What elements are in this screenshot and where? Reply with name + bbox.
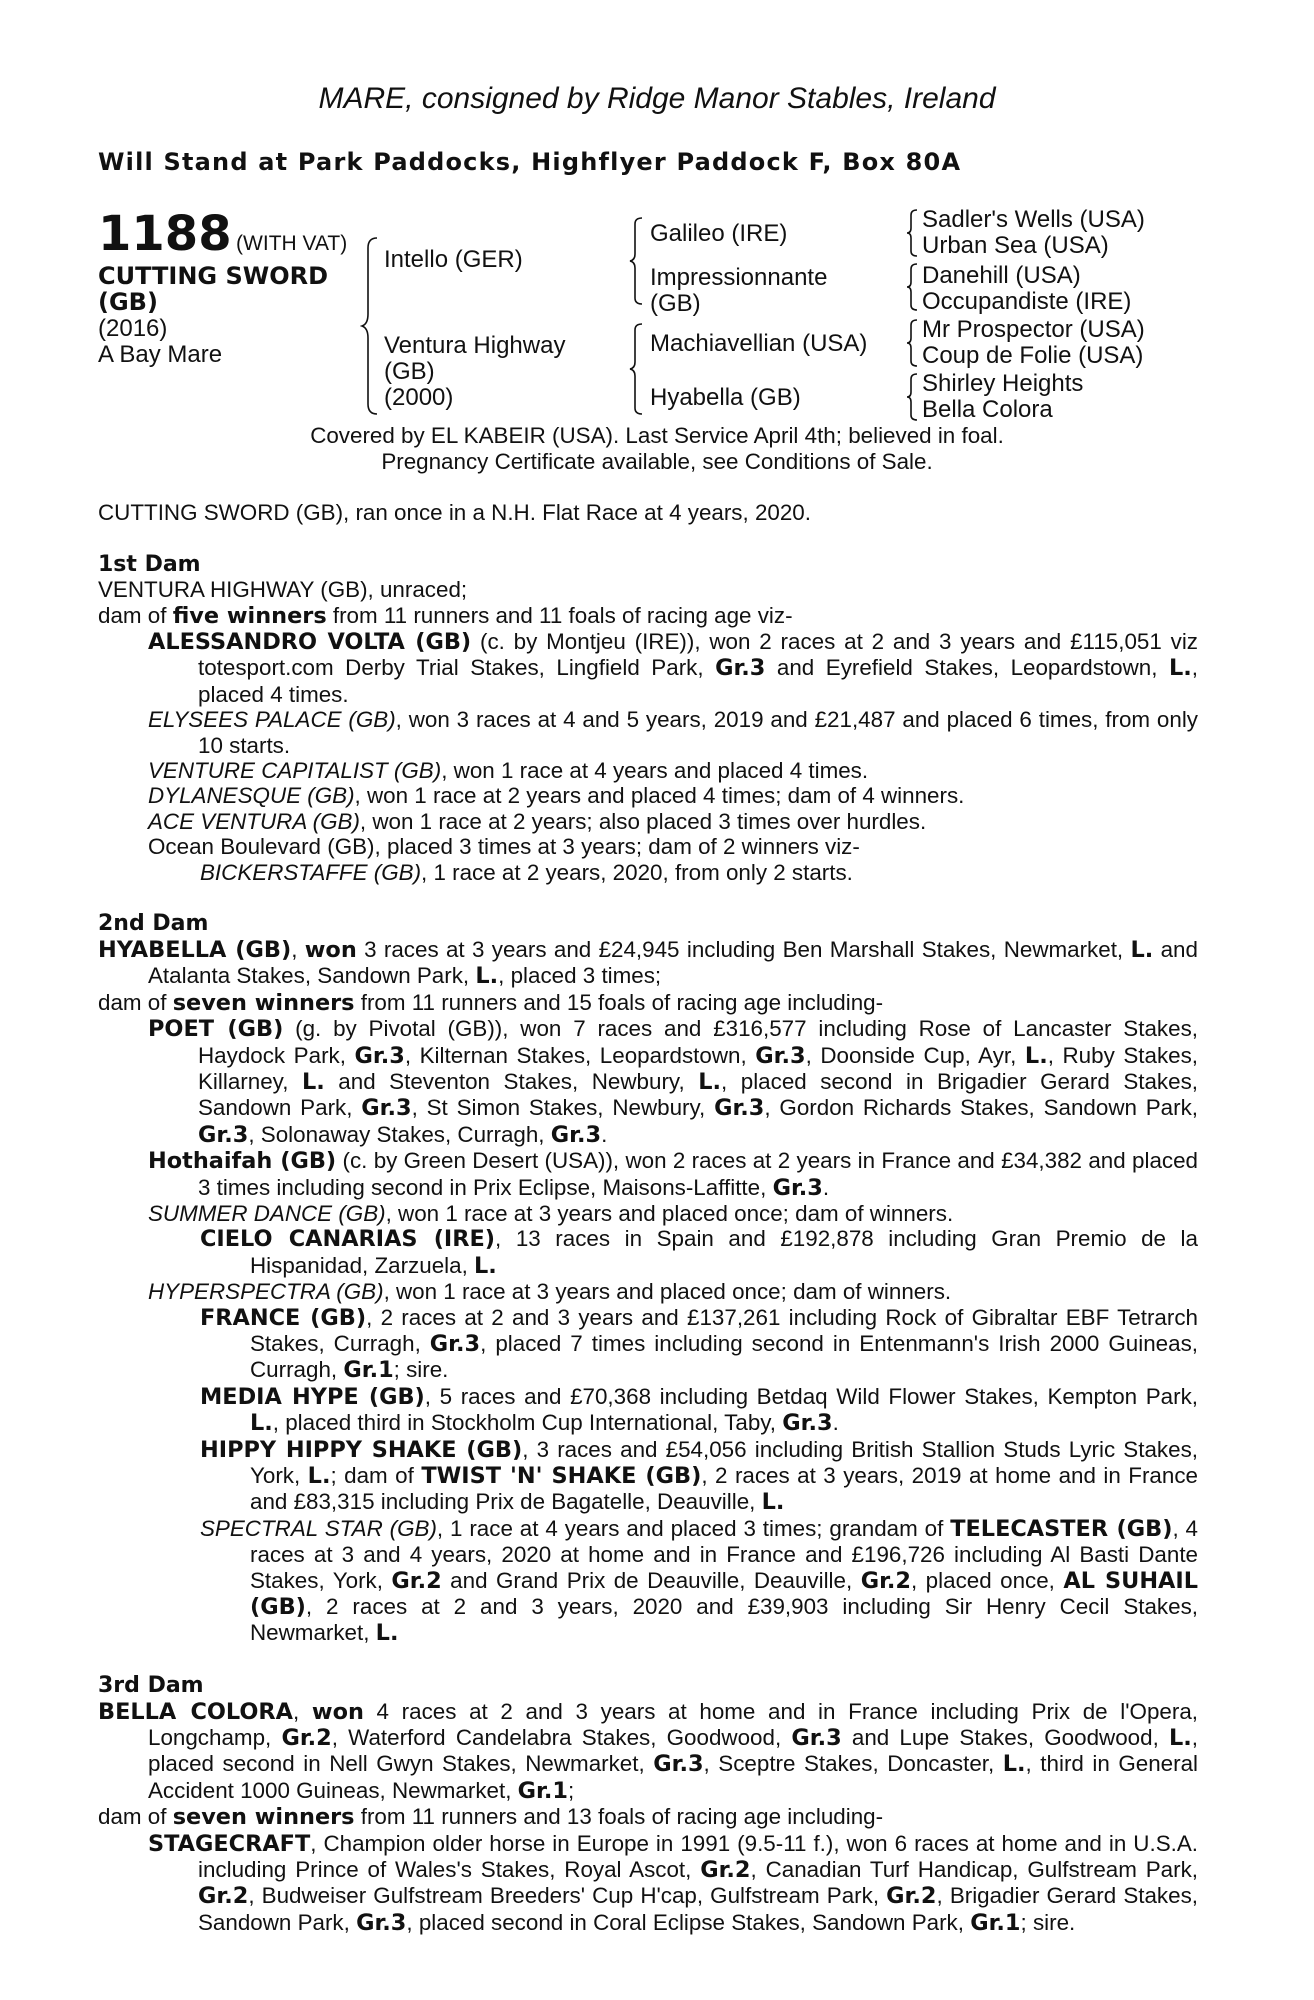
record-text: ELYSEES PALACE (GB) (148, 707, 396, 733)
pedigree-sss: Sadler's Wells (USA) (922, 206, 1145, 233)
record-text: , placed third in Stockholm Cup International, Taby, (272, 1410, 783, 1436)
record-text: TWIST 'N' SHAKE (GB) (421, 1463, 702, 1489)
record-paragraph (98, 834, 1198, 859)
record-text: Gr.1 (970, 1909, 1021, 1936)
record-text: , Solonaway Stakes, Curragh, (248, 1121, 551, 1147)
record-text: FRANCE (GB) (200, 1304, 367, 1331)
record-text: ALESSANDRO VOLTA (GB) (148, 629, 472, 656)
pedigree-sire-dam: Impressionnante (650, 264, 828, 291)
record-text: ACE VENTURA (GB) (148, 808, 360, 834)
record-text: L. (1168, 655, 1192, 682)
record-text: , placed once, (911, 1567, 1064, 1593)
record-text: TELECASTER (GB) (950, 1515, 1173, 1542)
record-text: and Eyrefield Stakes, Leopardstown, (765, 655, 1169, 681)
record-text: , Ruby Stakes, Killarney, (198, 1042, 1199, 1094)
pedigree-brace-dd (905, 372, 919, 422)
horse-name-country: (GB) (98, 288, 158, 316)
record-text: , Waterford Candelabra Stakes, Goodwood, (331, 1725, 792, 1751)
record-text: CUTTING SWORD (GB), ran once in a N.H. Flat Race at 4 years, 2020. (98, 500, 811, 525)
record-paragraph (98, 1384, 1198, 1437)
record-text: and Steventon Stakes, Newbury, (324, 1068, 699, 1094)
lot-heading (98, 206, 348, 262)
pedigree-brace-main (360, 236, 380, 416)
record-text: from 11 runners and 13 foals of racing age including- (354, 1804, 884, 1830)
record-text: L. (698, 1068, 721, 1095)
record-text: AL SUHAIL (GB) (250, 1567, 1198, 1621)
record-text: . (822, 1174, 830, 1200)
record-text: Gr.2 (700, 1857, 751, 1884)
record-text: , won 3 races at 4 and 5 years, 2019 and £21,487 and placed 6 times, from only 10 starts. (198, 707, 1198, 758)
record-paragraph (98, 910, 1198, 936)
record-text: seven winners (172, 1804, 355, 1831)
record-paragraph (98, 629, 1198, 707)
section-heading: 1st Dam (98, 551, 201, 577)
spacer (98, 1647, 1198, 1672)
record-text: dam of (98, 1804, 173, 1830)
record-text: VENTURA HIGHWAY (GB), unraced; (98, 577, 468, 603)
record-text: Gr.3 (714, 1095, 765, 1122)
pedigree-dam-country: (GB) (384, 358, 435, 385)
record-text: Gr.3 (361, 1095, 412, 1122)
record-text: (g. by Pivotal (GB)), won 7 races and £316,577 including Rose of Lancaster Stakes, Haydock Park, (198, 1016, 1198, 1068)
record-text: , 3 races and £54,056 including British Stallion Studs Lyric Stakes, York, (250, 1436, 1198, 1488)
record-text: , won 1 race at 2 years and placed 4 times; dam of 4 winners. (354, 783, 965, 809)
record-text: Gr.2 (886, 1883, 937, 1910)
record-text: , placed 4 times. (198, 655, 1198, 707)
record-text: Gr.2 (860, 1567, 911, 1594)
record-text: , 4 races at 3 and 4 years, 2020 at home and in France and £196,726 including Al Basti Dante Stakes, York, (250, 1515, 1198, 1593)
record-paragraph (98, 551, 1198, 577)
record-text: L. (375, 1620, 399, 1647)
record-text: . (832, 1410, 839, 1436)
produce-record (98, 500, 1198, 1936)
record-text: , placed 7 times including second in Entenmann's Irish 2000 Guineas, Curragh, (250, 1330, 1198, 1383)
record-text: , Champion older horse in Europe in 1991 (9.5-11 f.), won 6 races at home and in U.S.A. including Prince of Wales's Stakes, Royal Ascot, (198, 1830, 1198, 1883)
record-text: ; (567, 1777, 575, 1803)
record-text: POET (GB) (148, 1016, 284, 1043)
pedigree-brace-sire (628, 216, 644, 306)
record-text: SUMMER DANCE (GB) (148, 1200, 386, 1226)
pedigree-dam-sire: Machiavellian (USA) (650, 330, 868, 357)
record-text: Gr.3 (653, 1751, 704, 1778)
record-text: Gr.1 (517, 1777, 568, 1804)
record-text: Gr.1 (343, 1357, 394, 1384)
record-paragraph (98, 1831, 1198, 1937)
pregnancy-note: Pregnancy Certificate available, see Conditions of Sale. (381, 449, 933, 474)
pedigree-sire-sire: Galileo (IRE) (650, 220, 788, 247)
record-paragraph (98, 783, 1198, 808)
record-text: Gr.3 (356, 1909, 407, 1936)
record-text: , 2 races at 3 years, 2019 at home and in France and £83,315 including Prix de Bagatelle, Deauville, (250, 1463, 1198, 1515)
record-text: , 1 race at 2 years, 2020, from only 2 starts. (421, 859, 853, 885)
record-text: , St Simon Stakes, Newbury, (411, 1095, 715, 1121)
horse-name: CUTTING SWORD (98, 262, 329, 290)
record-text: HYPERSPECTRA (GB) (148, 1279, 384, 1305)
covering-note: Covered by EL KABEIR (USA). Last Service April 4th; believed in foal. (310, 423, 1004, 448)
record-text: from 11 runners and 15 foals of racing age including- (354, 989, 884, 1015)
record-text: , 5 races and £70,368 including Betdaq Wild Flower Stakes, Kempton Park, (424, 1383, 1199, 1409)
record-text: , won 1 race at 3 years and placed once; dam of winners. (385, 1200, 954, 1226)
record-text: Gr.3 (791, 1725, 842, 1752)
record-text: dam of (98, 989, 173, 1015)
pedigree-dam-year: (2000) (384, 384, 454, 411)
record-text: , third in General Accident 1000 Guineas, Newmarket, (148, 1751, 1198, 1803)
record-text: won (311, 1698, 364, 1725)
record-text: L. (475, 963, 499, 990)
record-paragraph (98, 1016, 1198, 1148)
record-text: , Doonside Cup, Ayr, (805, 1042, 1025, 1068)
pedigree-dam-dam: Hyabella (GB) (650, 384, 801, 411)
record-text: CIELO CANARIAS (IRE) (200, 1226, 496, 1253)
record-text: and Atalanta Stakes, Sandown Park, (148, 936, 1198, 989)
record-text: ; dam of (330, 1463, 422, 1488)
record-text: , Budweiser Gulfstream Breeders' Cup H'cap, Gulfstream Park, (248, 1883, 887, 1909)
record-text: , won 1 race at 4 years and placed 4 times. (441, 758, 869, 784)
pedigree-ssd: Urban Sea (USA) (922, 232, 1109, 259)
record-text: Gr.3 (772, 1174, 823, 1201)
record-paragraph (98, 603, 1198, 629)
record-text: HIPPY HIPPY SHAKE (GB) (200, 1436, 523, 1463)
record-text: , Gordon Richards Stakes, Sandown Park, (764, 1095, 1199, 1121)
record-text: , placed second in Brigadier Gerard Stakes, Sandown Park, (198, 1068, 1198, 1121)
record-text: and Grand Prix de Deauville, Deauville, (441, 1567, 861, 1593)
pedigree-sire: Intello (GER) (384, 246, 523, 273)
pedigree-sdd: Occupandiste (IRE) (922, 288, 1132, 315)
record-paragraph (98, 577, 1198, 602)
record-text: , 2 races at 2 and 3 years and £137,261 including Rock of Gibraltar EBF Tetrarch Stakes, Curragh, (250, 1304, 1198, 1356)
spacer (98, 525, 1198, 550)
record-text: Ocean Boulevard (GB), placed 3 times at 3 years; dam of 2 winners viz- (148, 834, 860, 860)
record-text: and Lupe Stakes, Goodwood, (841, 1725, 1169, 1751)
record-text: (c. by Green Desert (USA)), won 2 races at 2 years in France and £34,382 and placed 3 times including second in Prix Eclipse, Maisons-Laffitte, (198, 1148, 1198, 1200)
record-text: L. (1024, 1042, 1048, 1069)
pedigree-dsd: Coup de Folie (USA) (922, 342, 1144, 369)
pedigree-sire-dam-country: (GB) (650, 290, 701, 317)
record-text: , 2 races at 2 and 3 years, 2020 and £39,903 including Sir Henry Cecil Stakes, Newmarket, (250, 1594, 1198, 1646)
pedigree-brace-dam (628, 322, 644, 416)
pedigree-brace-sd (905, 262, 919, 312)
record-text: Gr.2 (281, 1725, 332, 1752)
record-text: L. (474, 1252, 497, 1279)
record-text: HYABELLA (GB) (98, 936, 292, 963)
record-paragraph (98, 1201, 1198, 1226)
record-text: BICKERSTAFFE (GB) (200, 859, 422, 885)
record-text: ; sire. (1020, 1909, 1076, 1935)
record-paragraph (98, 1148, 1198, 1201)
record-text: , won 1 race at 3 years and placed once; dam of winners. (383, 1279, 952, 1305)
record-text: Gr.3 (429, 1330, 481, 1357)
record-text: Gr.3 (198, 1121, 249, 1148)
stand-location: Will Stand at Park Paddocks, Highflyer Paddock F, Box 80A (98, 148, 962, 176)
record-paragraph (98, 937, 1198, 990)
record-text: VENTURE CAPITALIST (GB) (148, 758, 442, 784)
record-text: dam of (98, 602, 173, 628)
record-paragraph (98, 1279, 1198, 1304)
record-text: L. (301, 1068, 325, 1095)
record-text: Gr.2 (198, 1883, 249, 1910)
record-text: , (293, 1698, 312, 1724)
record-paragraph (98, 1437, 1198, 1516)
record-text: Gr.3 (782, 1410, 833, 1437)
record-paragraph (98, 500, 1198, 525)
record-text: DYLANESQUE (GB) (148, 783, 355, 809)
record-text: five winners (172, 602, 327, 629)
record-text: , Brigadier Gerard Stakes, Sandown Park, (198, 1883, 1198, 1935)
record-text: , placed 3 times; (498, 963, 662, 989)
record-text: Gr.3 (354, 1042, 405, 1069)
vat-note: (WITH VAT) (236, 232, 348, 255)
record-paragraph (98, 860, 1198, 885)
pedigree-brace-ss (905, 208, 919, 258)
record-text: Gr.3 (715, 655, 766, 682)
record-paragraph (98, 758, 1198, 783)
record-paragraph (98, 1226, 1198, 1279)
lot-number: 1188 (98, 206, 232, 262)
record-text: , Kilternan Stakes, Leopardstown, (404, 1042, 756, 1068)
record-text: STAGECRAFT (148, 1830, 311, 1857)
record-text: Hothaifah (GB) (148, 1148, 337, 1175)
record-text: 3 races at 3 years and £24,945 including Ben Marshall Stakes, Newmarket, (356, 936, 1131, 962)
pedigree-sds: Danehill (USA) (922, 262, 1081, 289)
record-text: , Canadian Turf Handicap, Gulfstream Park, (750, 1857, 1198, 1883)
record-paragraph (98, 809, 1198, 834)
pedigree-dam: Ventura Highway (384, 332, 566, 359)
pedigree-ddd: Bella Colora (922, 396, 1053, 423)
section-heading: 2nd Dam (98, 911, 209, 937)
record-text: Gr.3 (550, 1121, 602, 1148)
record-text: . (601, 1121, 608, 1147)
record-text: (c. by Montjeu (IRE)), won 2 races at 2 and 3 years and £115,051 viz totesport.com Derby Trial Stakes, Lingfield Park, (198, 629, 1198, 681)
record-paragraph (98, 1804, 1198, 1830)
horse-description: A Bay Mare (98, 341, 223, 368)
record-text: 4 races at 2 and 3 years at home and in France including Prix de l'Opera, Longchamp, (148, 1698, 1198, 1751)
record-text: L. (1168, 1725, 1192, 1752)
section-heading: 3rd Dam (98, 1673, 204, 1699)
record-text: , won 1 race at 2 years; also placed 3 times over hurdles. (359, 808, 927, 834)
pedigree-brace-ds (905, 318, 919, 368)
record-text: Gr.3 (755, 1042, 806, 1069)
record-paragraph (98, 707, 1198, 758)
record-paragraph (98, 1516, 1198, 1647)
pedigree-dss: Mr Prospector (USA) (922, 316, 1145, 343)
record-text: L. (1130, 936, 1154, 963)
record-text: L. (250, 1410, 273, 1437)
foaling-year: (2016) (98, 315, 168, 342)
record-text: Gr.2 (391, 1567, 442, 1594)
page-title: MARE, consigned by Ridge Manor Stables, Ireland (318, 82, 996, 115)
record-text: , (291, 936, 305, 962)
record-paragraph (98, 1305, 1198, 1384)
record-text: , placed second in Nell Gwyn Stakes, Newmarket, (148, 1725, 1198, 1777)
record-text: , placed second in Coral Eclipse Stakes, Sandown Park, (406, 1909, 971, 1935)
record-paragraph (98, 1672, 1198, 1698)
record-text: BELLA COLORA (98, 1698, 293, 1725)
record-text: , Sceptre Stakes, Doncaster, (703, 1751, 1003, 1777)
record-text: , 13 races in Spain and £192,878 including Gran Premio de la Hispanidad, Zarzuela, (250, 1226, 1198, 1278)
spacer (98, 885, 1198, 910)
record-text: won (304, 936, 357, 963)
record-text: ; sire. (393, 1357, 449, 1383)
record-text: L. (307, 1463, 331, 1489)
record-paragraph (98, 1699, 1198, 1805)
pedigree-dds: Shirley Heights (922, 370, 1084, 397)
record-text: L. (1002, 1751, 1026, 1778)
record-paragraph (98, 990, 1198, 1016)
record-text: , 1 race at 4 years and placed 3 times; grandam of (436, 1515, 951, 1541)
record-text: from 11 runners and 11 foals of racing age viz- (326, 602, 793, 628)
record-text: MEDIA HYPE (GB) (200, 1383, 425, 1410)
record-text: L. (761, 1489, 785, 1516)
record-text: SPECTRAL STAR (GB) (200, 1515, 437, 1541)
record-text: seven winners (172, 989, 355, 1016)
